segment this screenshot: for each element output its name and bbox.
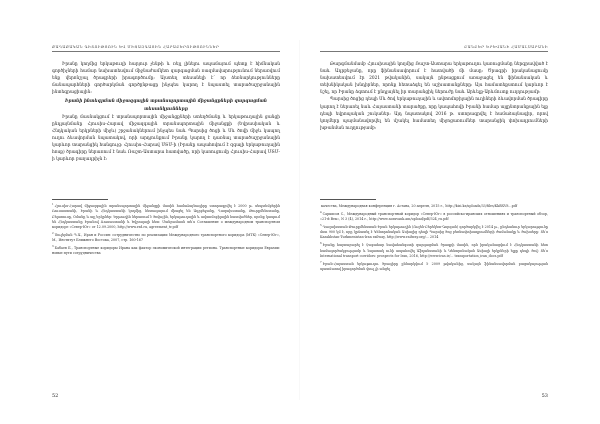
footnotes (320, 202, 548, 273)
footnote-text: Իրան-Հայաստան երկաթուղու ծրագիրը քննարկվում է 2009 թվականից, սակայն ֆինանսավորման բացակայության պատճառով իրագործման փուլ չի անցել (320, 261, 548, 271)
footnote-number: 2 (52, 231, 54, 235)
paragraph: Իրանը կողմից երկաթուղի հարյուր չենթի և ռեյլ լինելու ապամայում պետք է հիմնական գործիչների համար նախատեսվում միջնաժամկետ զարգացման ռազմավարությունում ներառվում ենք վերոնշյալ ծրագրերի իրագործումը: Այստեղ տեսանելի է՝ որ ձեռնարկությունները ճանապարհների գործարկման գործընթացը ինչպես կարող է նպաստել տարածաշրջանային ինտեգրացիային: (52, 62, 280, 96)
footnote-text: Ղազախստան-Թուրքմենստան-Իրան երկաթուղին (Ուզեն-Բերեկետ-Գորգան) գործարկվել է 2014 թ., ընդհանուր երկարությունը մոտ 900 կմ է, որը կրճատել է Կենտրոնական Ասիայից դեպի Պարսից ծոց բեռնափոխադրումների ժամանակը և ծախսերը: Տե՛ս Kazakhstan-Turkmenistan-Iran railway, http://www.railway.org/... 2014 (320, 225, 548, 240)
footnote-text: Бабаев Б., Транспортные коридоры Ирана как фактор экономической интеграции региона. Транспортные коридоры Евразии: новые пути сотрудничества (52, 245, 280, 256)
footnote-number: 7 (320, 260, 322, 264)
main-text (52, 61, 280, 163)
footnote-number: 6 (320, 242, 322, 246)
header-rule (320, 51, 548, 52)
running-head: ԲԱՆԲԵՐ ԵՐԵՎԱՆԻ ՀԱՄԱԼՍԱՐԱՆԻ (464, 45, 548, 49)
footnote-number: 5 (320, 223, 322, 227)
right-page (300, 0, 600, 424)
footnote-number: 4 (320, 210, 322, 214)
page-number: 52 (52, 393, 59, 399)
footnote-text: Саркисов С., Международный транспортный коридор «Север-Юг» в российско-иранских отношениях и транспортный обзор, «21-й Век», N 3 (4), 2014 г., http://www.noravank.am/upload/pdf/324_ru.pdf (320, 211, 548, 222)
footnote-text: Հյուսիս-Հարավ միջազգային տրանսպորտային միջանցքի մասին համաձայնագիրը ստորագրվել է 2000 թ. սեպտեմբերին Ռուսաստանի, Իրանի և Հնդկաստանի կողմից, հետագայում միացել են Ադրբեջանը, Ղազախստանը, Թուրքմենստանը, Բելառուսը, Օմանը և այլ երկրներ: Երթուղին ներառում է ծովային, երկաթուղային և ավտոմոբիլային հատվածներ, որոնք կապում են Հնդկաստանը Իրանով Ռուսաստանի և Եվրոպայի հետ: Մանրամասն տե՛ս Соглашение о международном транспортном коридоре «Север-Юг» от 12.09.2000, http://www.rzd.ru, agreement_tr.pdf (52, 204, 280, 229)
footnote-rule (320, 199, 376, 200)
paragraph: Թարգմանմամբ Հյուսիսային կողմից Ռաշտ-Աստարա երկաթուղու կառուցմանը ներգրավված է նաև Ադրբեջանը, որը ֆինանսավորում է հատվածի մի մասը: Ծրագրի իրականացումը նախատեսվում էր 2021 թվականին, սակայն ընթացքում առաջացել են ֆինանսական և տեխնիկական խնդիրներ, որոնք հետաձգել են աշխատանքները: Այս համատեքստում կարևոր է նշել, որ Իրանը ձգտում է ընդլայնել իր տարանցիկ ներուժը նաև Արևելք-Արևմուտք ուղղությամբ: (320, 62, 548, 96)
footnote (320, 241, 548, 259)
section-subheading: Իրանի ինտեգրման միջազգային տրանսպորտային միջանցքների զարգացման տեսանկյունները (65, 99, 267, 112)
footnote (52, 231, 280, 244)
footnote-number: 3 (52, 244, 54, 248)
footnote (320, 210, 548, 223)
footnote (320, 202, 548, 209)
running-head: ՔԱՂԱՔԱԿԱՆ ԳԻՏՈՒԹՅՈՒՆ ԵՎ ՄԻՋԱԶԳԱՅԻՆ ՀԱՐԱԲԵՐՈՒԹՅՈՒՆՆԵՐ (52, 45, 220, 49)
footnote-text: Սուլեյման Պ.Ա., Иран и Россия: сотрудничество по реализации Международного транспортного коридора (МТК) «Север-Юг», М., Институт Ближнего Востока, 2007, стр. 160-167 (52, 232, 280, 242)
footnote-text: качества, Международная конференция г. Астана, 20 апреля, 2015 г., http://kisi.kz/uploads/33/files/KkBXV8...pdf (321, 204, 518, 209)
main-text (320, 61, 548, 132)
footnotes (52, 202, 280, 257)
footnote-number: 1 (52, 203, 54, 206)
footnote (52, 202, 280, 230)
paragraph: Իրանը մասնակցում է տրանսպորտային միջանցքների ստեղծմանը և երկաթուղային ցանցի ընդլայնմանը Հյուսիս-Հարավ միջազգային տրանսպորտային միջանցքի (Եվրասիական և Հնդկական երկրների միջև) շրջանակներում ինչպես նաև Պարսից ծոցի և Սև ծովի միջև կապող ուղու ձևավորման նպատակով, որի արդյունքում Իրանը կարող է դառնալ տարածաշրջանային կարևոր տարանցիկ հանգույց: Հյուսիս-Հարավ ՄՏՄ-ի (Իրանը ապահովում է զգալի երկաթուղային հոսք) ծրագիրը ներառում է նաև Ռաշտ-Աստարա հատվածը, որի կառուցումը Հյուսիս-Հարավ ՄՏՄ-ի կարևոր բաղադրիչն է: (52, 114, 280, 163)
footnote (320, 223, 548, 241)
footnote (52, 244, 280, 257)
header-rule (52, 51, 280, 52)
footnote-rule (52, 199, 108, 200)
paragraph: Պարսից ծոցից դեպի Սև ծով երկաթուղային և ավտոմոբիլային ուղիների ձևավորման ծրագիրը կարող է ներառել նաև Հայաստանի տարածքը, որը կապահովի Իրանի համար այլընտրանքային ելք դեպի եվրոպական շուկաներ: Այդ նպատակով 2016 թ. ստորագրվել է համաձայնագիր, որով կողմերը պայմանավորվել են մշակել համատեղ միջոցառումներ տարանցիկ փոխադրումների խթանման ուղղությամբ: (320, 97, 548, 131)
footnote (320, 260, 548, 273)
page-number: 53 (541, 393, 548, 399)
footnote-text: Իրանը հայտարարել է Չաբահար նավահանգստի զարգացման ծրագրի մասին, որն իրականացվում է Հնդկաստանի հետ համագործակցությամբ և նպատակ ունի ապահովել Աֆղանստանի և Կենտրոնական Ասիայի երկրների ելքը դեպի ծով: Տե՛ս International transport corridors: prospects for Iran, 2016, http://www.iras.ir/... transportation_iran_docs.pdf (320, 243, 548, 258)
